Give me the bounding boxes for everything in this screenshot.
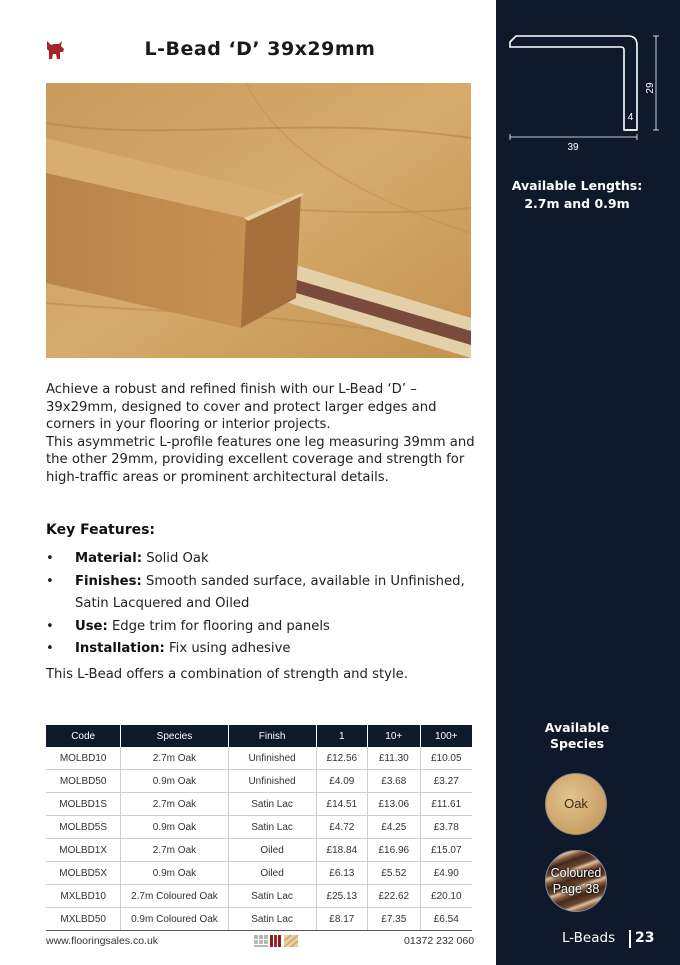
feature-text: Smooth sanded surface, available in Unfinished, Satin Lacquered and Oiled — [75, 573, 465, 611]
list-item — [46, 548, 476, 571]
feature-text: Edge trim for flooring and panels — [107, 618, 330, 634]
table-cell: Oiled — [228, 862, 316, 885]
table-cell: £12.56 — [316, 747, 367, 770]
feature-label: Installation: — [75, 641, 165, 656]
bull-logo-icon — [44, 38, 68, 62]
feature-label: Finishes: — [75, 573, 142, 589]
table-cell: MOLBD50 — [46, 770, 121, 793]
table-row — [46, 770, 472, 793]
bullet-icon: • — [46, 641, 54, 656]
table-cell: £11.61 — [420, 793, 472, 816]
table-cell: £18.84 — [316, 839, 367, 862]
table-cell: 2.7m Oak — [121, 839, 228, 862]
table-cell: £4.25 — [368, 816, 420, 839]
coloured-swatch-line: Page 38 — [552, 882, 600, 896]
table-cell: £10.05 — [420, 747, 472, 770]
oak-swatch-label: Oak — [564, 796, 588, 811]
description-paragraph-2: This asymmetric L-profile features one leg measuring 39mm and the other 29mm, providing excellent coverage and strength for high-traffic areas or prominent architectural details. — [46, 434, 475, 485]
table-cell: 0.9m Oak — [121, 816, 228, 839]
flooring-pattern-icon — [254, 934, 300, 948]
column-header: Code — [46, 725, 121, 747]
table-header-row — [46, 725, 472, 747]
profile-thickness-label: 4 — [627, 112, 634, 123]
table-row — [46, 816, 472, 839]
table-row — [46, 793, 472, 816]
feature-label: Material: — [75, 551, 142, 566]
section-name: L-Beads — [562, 930, 616, 946]
table-cell: £15.07 — [420, 839, 472, 862]
profile-width-label: 39 — [567, 142, 579, 153]
table-row — [46, 747, 472, 770]
table-cell: Unfinished — [228, 770, 316, 793]
table-cell: £4.90 — [420, 862, 472, 885]
phone-number[interactable]: 01372 232 060 — [404, 935, 475, 947]
table-cell: £6.54 — [420, 908, 472, 931]
description-paragraph-1: Achieve a robust and refined finish with our L-Bead ‘D’ – 39x29mm, designed to cover and protect larger edges and corners in your flooring or interior projects. — [46, 382, 437, 432]
coloured-swatch-label — [546, 865, 606, 897]
column-header: 100+ — [420, 725, 472, 747]
coloured-swatch-line: Coloured — [550, 866, 602, 880]
table-cell: Satin Lac — [228, 816, 316, 839]
table-row — [46, 839, 472, 862]
page-title: L-Bead ‘D’ 39x29mm — [144, 38, 376, 60]
available-lengths-heading: Available Lengths: — [511, 178, 643, 193]
closing-statement: This L-Bead offers a combination of strength and style. — [46, 667, 408, 682]
table-cell: Unfinished — [228, 747, 316, 770]
table-cell: 2.7m Oak — [121, 793, 228, 816]
column-header: 10+ — [368, 725, 420, 747]
species-heading-line: Species — [549, 736, 605, 751]
coloured-oak-swatch[interactable] — [545, 850, 607, 912]
table-cell: £7.35 — [368, 908, 420, 931]
table-cell: £25.13 — [316, 885, 367, 908]
table-cell: 0.9m Oak — [121, 862, 228, 885]
oak-swatch[interactable] — [545, 773, 607, 835]
table-cell: £3.78 — [420, 816, 472, 839]
feature-text: Solid Oak — [142, 551, 209, 566]
table-cell: £4.72 — [316, 816, 367, 839]
table-cell: £22.62 — [368, 885, 420, 908]
available-lengths-value: 2.7m and 0.9m — [524, 196, 630, 211]
profile-diagram — [506, 30, 666, 155]
table-cell: MOLBD5S — [46, 816, 121, 839]
column-header: 1 — [316, 725, 367, 747]
table-cell: 2.7m Oak — [121, 747, 228, 770]
table-cell: £14.51 — [316, 793, 367, 816]
table-cell: £13.06 — [368, 793, 420, 816]
table-cell: £16.96 — [368, 839, 420, 862]
table-cell: MOLBD1S — [46, 793, 121, 816]
table-cell: 0.9m Coloured Oak — [121, 908, 228, 931]
table-cell: MXLBD50 — [46, 908, 121, 931]
product-photo — [46, 83, 471, 358]
table-cell: Oiled — [228, 839, 316, 862]
feature-text: Fix using adhesive — [164, 641, 291, 656]
feature-label: Use: — [75, 618, 108, 634]
bullet-icon: • — [46, 618, 54, 634]
table-cell: £6.13 — [316, 862, 367, 885]
product-description — [46, 381, 476, 486]
page-number: 23 — [635, 930, 655, 946]
table-row — [46, 862, 472, 885]
website-link[interactable]: www.flooringsales.co.uk — [46, 935, 159, 947]
table-cell: MOLBD5X — [46, 862, 121, 885]
table-cell: Satin Lac — [228, 885, 316, 908]
table-cell: 0.9m Oak — [121, 770, 228, 793]
species-heading-line: Available — [544, 720, 610, 735]
list-item — [46, 571, 476, 616]
table-cell: MOLBD1X — [46, 839, 121, 862]
table-cell: MXLBD10 — [46, 885, 121, 908]
available-species-heading — [496, 720, 658, 752]
table-cell: £3.68 — [368, 770, 420, 793]
bullet-icon: • — [46, 573, 54, 589]
page-divider — [629, 930, 631, 948]
profile-height-label: 29 — [645, 82, 656, 94]
bullet-icon: • — [46, 551, 54, 566]
table-cell: Satin Lac — [228, 908, 316, 931]
price-table — [46, 725, 472, 931]
list-item — [46, 616, 476, 639]
table-cell: £11.30 — [368, 747, 420, 770]
list-item — [46, 638, 476, 661]
table-cell: Satin Lac — [228, 793, 316, 816]
table-cell: MOLBD10 — [46, 747, 121, 770]
table-cell: £5.52 — [368, 862, 420, 885]
table-cell: 2.7m Coloured Oak — [121, 885, 228, 908]
column-header: Finish — [228, 725, 316, 747]
table-cell: £3.27 — [420, 770, 472, 793]
table-cell: £20.10 — [420, 885, 472, 908]
key-features-list — [46, 548, 476, 661]
column-header: Species — [121, 725, 228, 747]
key-features-heading: Key Features: — [46, 522, 156, 538]
table-cell: £8.17 — [316, 908, 367, 931]
table-row — [46, 885, 472, 908]
table-row — [46, 908, 472, 931]
table-cell: £4.09 — [316, 770, 367, 793]
